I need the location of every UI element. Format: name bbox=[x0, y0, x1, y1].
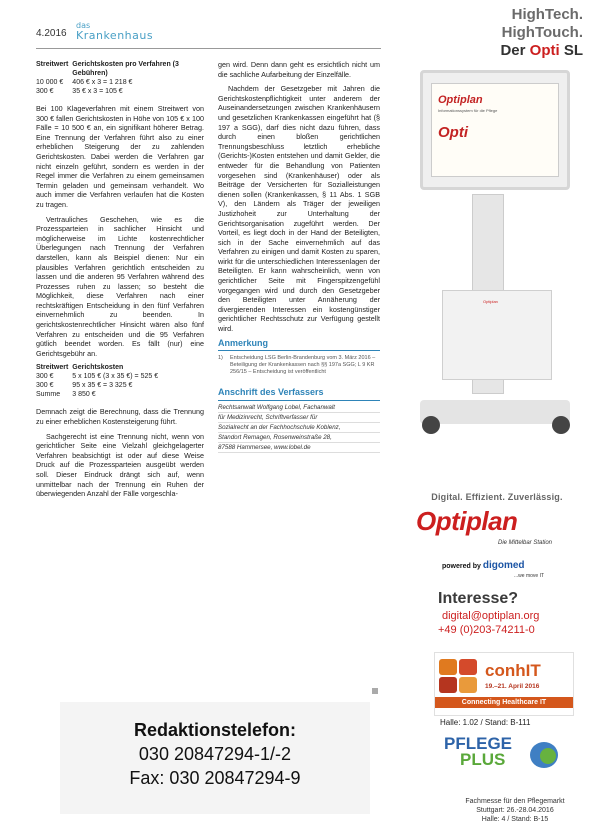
conhit-hall: Halle: 1.02 / Stand: B-111 bbox=[440, 718, 531, 727]
page-header bbox=[36, 22, 381, 44]
screen-subtitle: Informationssystem für die Pflege bbox=[438, 108, 498, 113]
author-address bbox=[218, 403, 380, 453]
conhit-date: 19.–21. April 2016 bbox=[485, 683, 540, 690]
article-column-1 bbox=[36, 60, 204, 504]
article-end-mark bbox=[372, 688, 378, 694]
wheel-icon bbox=[552, 416, 570, 434]
table-row bbox=[36, 78, 204, 87]
journal-logo bbox=[76, 22, 153, 41]
optiplan-advertisement bbox=[394, 0, 597, 829]
device-screen bbox=[431, 83, 559, 177]
conhit-tagline: Connecting Healthcare IT bbox=[435, 697, 573, 708]
ad-headline-3-b: Opti bbox=[529, 42, 560, 59]
paragraph: Sachgerecht ist eine Trennung nicht, wenn von gerichtlicher Seite eine Vielzahl gleichgelagerter Verfahren beabsichtigt ist oder auf diese Weise Druck auf die Prozessparteien ausgeübt werden soll. Dieser Eindruck drängt sich auf, wenn unmittelbar nach der Trennung ein Ruhen der überwiegenden Anzahl der Fälle vorgeschla- bbox=[36, 431, 204, 499]
conhit-tile bbox=[459, 677, 477, 693]
table-header-cell: Gerichtskosten pro Verfahren (3 Gebühren) bbox=[72, 61, 179, 77]
we-move-it: ...we move IT bbox=[514, 573, 545, 579]
editorial-phone-box bbox=[60, 702, 370, 814]
pflege-plus-logo bbox=[444, 736, 512, 768]
phone-box-phone: 030 20847294-1/-2 bbox=[138, 744, 292, 764]
author-line: 87588 Hammersee, www.lobel.de bbox=[218, 443, 380, 453]
table-cell: 406 € x 3 = 1 218 € bbox=[72, 79, 133, 86]
table-cell: Summe bbox=[36, 391, 61, 399]
table-header-cell: Gerichtskosten bbox=[72, 364, 124, 372]
conhit-tile bbox=[439, 659, 457, 675]
ad-headline-3-a: Der bbox=[500, 42, 530, 59]
table-header-row bbox=[36, 363, 162, 372]
paragraph: Nachdem der Gesetzgeber mit Jahren die Gerichtskostenpflichtigkeit unter anderem der Auseinandersetzungen zwischen Krankenhäusern und gesetzlichen Krankenkassen eingeführt hat (§ 197 a SGG), darf dies nicht dazu führen, dass durch einen bloßen gerichtlichen Trennungsbeschluss letztlich erhebliche (Gerichts-)Kosten entstehen und damit Gelder, die entweder für die Behandlung von Patienten vorgesehen sind (Krankenhäuser) oder als Beiträge der Versicherten für Sozialleistungen dienen sollen (Krankenkassen, § 11 Abs. 1 SGB V), den Ländern als Träger der jeweiligen Justizhoheit zur Unterhaltung der Gerichtsorganisation zugeführt werden. Der Vorteil, es liegt doch in der Hand der Beteiligten, sich in der Sache einvernehmlich auf das Verfahren zu einigen und damit Kosten zu sparen, wirkt für die unterschiedlichen Interessenlagen der Beteiligten. Er kann wahrscheinlich, wenn von gerichtlicher Seite mit Fingerspitzengefühl vorgegangen wird und durch den Gesetzgeber den Beteiligten unter Annäherung der divergierenden Interessen ein kostengünstiger gerichtlicher Rechtsschutz zur Verfügung gestellt wird. bbox=[218, 84, 380, 334]
screen-opti: Opti bbox=[438, 124, 468, 141]
table-cell: 300 € bbox=[36, 382, 54, 390]
table-cell: 300 € bbox=[36, 373, 54, 381]
journal-logo-top: das bbox=[76, 21, 91, 30]
wheel-icon bbox=[422, 416, 440, 434]
issue-number: 4.2016 bbox=[36, 28, 67, 39]
conhit-logo bbox=[434, 652, 574, 716]
author-line: für Medizinrecht, Schriftverfasser für bbox=[218, 413, 380, 423]
device-drawer bbox=[442, 290, 552, 380]
table-row bbox=[36, 87, 204, 96]
table-row bbox=[36, 381, 162, 390]
opti-sl-device-image bbox=[412, 70, 572, 470]
interest-heading: Interesse? bbox=[438, 590, 519, 607]
footnote-number: 1) bbox=[218, 355, 223, 362]
plus-word: PLUS bbox=[460, 750, 506, 769]
table-header-cell: Streitwert bbox=[36, 364, 69, 372]
author-line: Sozialrecht an der Fachhochschule Koblenz, bbox=[218, 423, 380, 433]
table-cell: 95 x 35 € = 3 325 € bbox=[72, 382, 133, 390]
phone-box-fax: Fax: 030 20847294-9 bbox=[129, 768, 301, 788]
footnote bbox=[218, 355, 380, 376]
table-row bbox=[36, 372, 162, 381]
phone-box-title: Redaktionstelefon: bbox=[133, 720, 297, 740]
ad-headline-2: HighTouch. bbox=[501, 24, 583, 41]
anmerkung-heading: Anmerkung bbox=[218, 339, 380, 352]
ad-tagline: Digital. Effizient. Zuverlässig. bbox=[431, 492, 563, 502]
cost-table-2 bbox=[36, 363, 162, 399]
article-column-2 bbox=[218, 60, 380, 453]
footnote-text: Entscheidung LSG Berlin-Brandenburg vom 3. März 2016 – Beteiligung der Krankenkassen nach §§ 197a SGG; L 9 KR 256/15 – Entscheidung ist veröffentlicht bbox=[230, 355, 376, 376]
pflege-hall-line: Halle: 4 / Stand: B-15 bbox=[481, 816, 549, 823]
header-rule bbox=[36, 48, 381, 49]
pflege-word: PFLEGE bbox=[444, 734, 513, 753]
ad-headline-3-c: SL bbox=[559, 42, 583, 59]
conhit-name: conhIT bbox=[485, 661, 541, 680]
paragraph: Bei 100 Klageverfahren mit einem Streitwert von 300 € fallen Gerichtskosten in Höhe von 105 € x 100 Fälle = 10 500 € an, ein signifikant höherer Betrag. Eine Trennung der Verfahren führt also zu einer erheblichen Steigerung der zu zahlenden Gerichtskosten. Dabei werden die Verfahren gar nicht einzeln geführt, sondern es werden in der Regel immer die Verfahren zu einem gemeinsamen Termin geladen und gemeinsam verhandelt. Wo auch immer die Verfahren verlaufen hat die Kosten zu tragen. bbox=[36, 104, 204, 209]
table-header-cell: Streitwert bbox=[36, 61, 69, 68]
conhit-tiles-icon bbox=[439, 659, 479, 693]
table-row bbox=[36, 390, 162, 399]
hands-icon bbox=[530, 742, 558, 768]
table-cell: 5 x 105 € (3 x 35 €) = 525 € bbox=[72, 373, 159, 381]
ad-headline-1: HighTech. bbox=[511, 6, 583, 23]
paragraph: Vertrauliches Geschehen, wie es die Prozessparteien in sachlicher Hinsicht und möglicherweise im Lichte kostenrechtlicher Überlegungen nach Trennung der Verfahren darstellen, kann als Beispiel dienen: Nur ein plausibles Verfahren gerichtlich entscheiden zu lassen und die anderen 95 Verfahren während des Prozesses ruhen zu lassen; so besteht die Möglichkeit, diese Verfahren nach einer rechtskräftigen Entscheidung in den fünf Verfahren einvernehmlich zu beenden. In gerichtskostenrechtlicher Hinsicht wären also fünf Verfahren zu entscheiden und die 95 Verfahren gütlich beendet worden. Es fällt (nur) eine Gerichtsgebühr an. bbox=[36, 214, 204, 358]
paragraph: gen wird. Denn dann geht es ersichtlich nicht um die sachliche Aufarbeitung der Einzelfälle. bbox=[218, 60, 380, 79]
table-header-row bbox=[36, 60, 204, 78]
author-line: Standort Remagen, Rosenweinstraße 28, bbox=[218, 433, 380, 443]
ad-headline-3 bbox=[500, 42, 583, 59]
table-cell: 35 € x 3 = 105 € bbox=[72, 88, 123, 95]
contact-email[interactable]: digital@optiplan.org bbox=[442, 610, 540, 622]
paragraph: Demnach zeigt die Berechnung, dass die Trennung zu einer erheblichen Kostensteigerung führt. bbox=[36, 407, 204, 427]
powered-by-label: powered by bbox=[442, 563, 483, 570]
device-monitor bbox=[420, 70, 570, 190]
cost-table-1 bbox=[36, 60, 204, 96]
table-cell: 10 000 € bbox=[36, 79, 64, 86]
conhit-tile bbox=[439, 677, 457, 693]
device-base bbox=[420, 400, 570, 424]
table-cell: 3 850 € bbox=[72, 391, 96, 399]
optiplan-logo-subtitle: Die Mittelbar Station bbox=[498, 540, 553, 546]
author-line: Rechtsanwalt Wolfgang Lobel, Fachanwalt bbox=[218, 403, 380, 413]
digomed-logo: digomed bbox=[482, 560, 525, 571]
table-cell: 300 € bbox=[36, 88, 54, 95]
author-heading: Anschrift des Verfassers bbox=[218, 388, 380, 401]
pflege-fair-line: Fachmesse für den Pflegemarkt bbox=[465, 798, 565, 805]
contact-phone: +49 (0)203-74211-0 bbox=[438, 624, 535, 636]
conhit-tile bbox=[459, 659, 477, 675]
journal-logo-bottom: Krankenhaus bbox=[76, 29, 154, 42]
pflege-date-line: Stuttgart: 26.-28.04.2016 bbox=[476, 807, 554, 814]
device-brand-label: Optiplan bbox=[483, 299, 498, 304]
screen-logo: Optiplan bbox=[438, 94, 483, 106]
powered-by bbox=[442, 560, 525, 571]
optiplan-logo: Optiplan bbox=[416, 506, 518, 536]
